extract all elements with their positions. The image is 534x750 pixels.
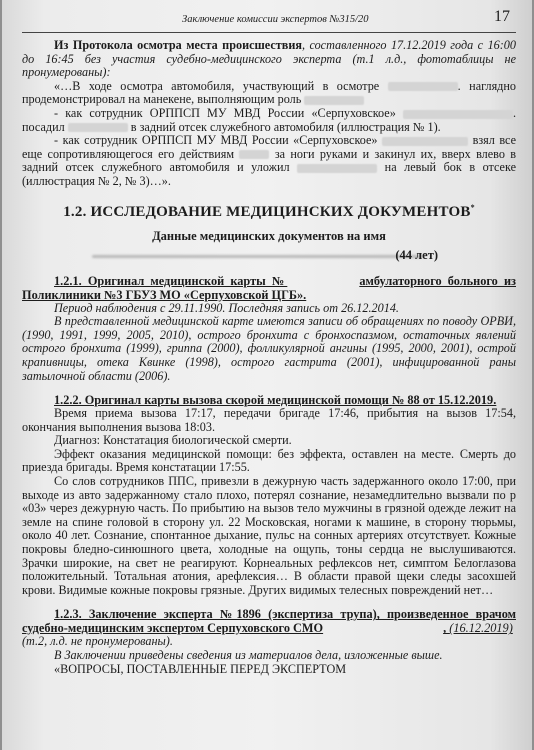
patient-age: (44 лет) — [395, 247, 438, 262]
s123-heading-date: (16.12.2019) — [449, 621, 513, 636]
redaction — [239, 150, 269, 159]
header-rule — [22, 32, 516, 33]
s123-note: (т.2, л.д. не пронумерованы). — [22, 634, 173, 649]
s122-times: Время приема вызова 17:17, передачи бригаде 17:46, прибытия на вызов 17:54, окончания выполнения вызова 18:03. — [22, 406, 516, 434]
s122-effect: Эффект оказания медицинской помощи: без эффекта, оставлен на месте. Смерть до приезда бригады. Время констатации 17:55. — [22, 446, 516, 475]
subsection-123 — [22, 607, 516, 676]
redaction — [403, 110, 513, 119]
data-title: Данные медицинских документов на имя — [152, 228, 386, 243]
patient-name-line — [22, 248, 516, 264]
protocol-p3-mid2: за ноги руками и закинул их, вверх — [274, 146, 471, 161]
s121-period: Период наблюдения с 29.11.1990. Последняя запись от 26.12.2014. — [54, 300, 399, 315]
section-title-text: 1.2. ИССЛЕДОВАНИЕ МЕДИЦИНСКИХ ДОКУМЕНТОВ — [63, 203, 471, 220]
footnote-mark: * — [470, 202, 475, 212]
subsection-121-heading — [22, 274, 516, 302]
protocol-paragraph-2 — [22, 107, 516, 134]
subsection-122 — [22, 393, 516, 597]
header-title: Заключение комиссии экспертов №315/20 — [182, 14, 369, 25]
protocol-p3-line3b: на левый бок в отсеке — [384, 160, 516, 175]
redaction — [297, 164, 377, 173]
s121-heading-b: амбулаторного больного из Поликлиники №3 ГБУЗ МО «Серпуховской ЦГБ». — [22, 273, 516, 302]
redaction — [304, 96, 364, 105]
protocol-p3-end: (иллюстрация № 2, № 3)…». — [22, 173, 171, 188]
protocol-paragraph-3 — [22, 134, 516, 188]
protocol-p2-end: в задний отсек служебного автомобиля (иллюстрация № 1). — [130, 119, 441, 134]
protocol-p3-mid: еще сопротивляющегося его действиям — [22, 146, 235, 161]
redaction — [68, 123, 128, 132]
s123-intro: В Заключении приведены сведения из материалов дела, изложенные выше. — [54, 648, 443, 662]
protocol-lead — [22, 39, 516, 80]
protocol-lead-rest: , составленного 17.12.2019 года с 16:00 до 16:45 без участия судебно-медицинского эксперта (т.1 л.д., фототаблицы не пронумерованы): — [22, 38, 516, 80]
protocol-paragraph-1 — [22, 80, 516, 107]
protocol-p2-tail: . посадил — [22, 105, 516, 134]
redaction — [92, 255, 422, 258]
redaction — [388, 82, 458, 91]
page-number: 17 — [494, 8, 510, 25]
protocol-p1-tail: . наглядно продемонстрировал на манекене, выполняющим роль — [22, 78, 516, 107]
s122-diagnosis: Диагноз: Констатация биологической смерти. — [54, 433, 292, 448]
s121-heading-a: 1.2.1. Оригинал медицинской карты № — [54, 273, 288, 288]
redaction — [382, 137, 468, 146]
subsection-122-heading: 1.2.2. Оригинал карты вызова скорой медицинской помощи № 88 от 15.12.2019. — [54, 393, 497, 408]
s123-questions: «ВОПРОСЫ, ПОСТАВЛЕННЫЕ ПЕРЕД ЭКСПЕРТОМ — [54, 661, 347, 676]
protocol-lead-bold: Из Протокола осмотра места происшествия — [54, 38, 302, 52]
s121-body: В представленной медицинской карте имеются записи об обращениях по поводу ОРВИ, (1990, 1991, 1999, 2005, 2010), острого бронхита с бронхоспазмом, остаточных явлений острого бронхита (1999), гриппа (2000), фолликулярной ангины (1995, 2000, 2001), острой крапивницы, отека Квинке (1998), острого гастрита (2001), инфицированной раны затылочной области (2006). — [22, 314, 516, 383]
protocol-p2-start: - как сотрудник ОРППСП МУ МВД России «Серпуховское» — [54, 105, 396, 120]
protocol-p3-line3a: влево в задний отсек служебного автомобиля и уложил — [22, 146, 517, 175]
protocol-p3-tail: взял все — [472, 133, 517, 148]
subsection-123-heading: 1.2.3. Заключение эксперта №1896 (экспертиза трупа), произведенное врачом судебно-медицинским экспертом Серпуховского СМО , (16.12.2019) — [22, 607, 516, 636]
page-header — [22, 8, 516, 32]
document-page — [2, 0, 532, 750]
protocol-p1-text: «…В ходе осмотра автомобиля, участвующий в осмотре — [54, 78, 380, 93]
section-title — [22, 203, 516, 221]
s122-body: Со слов сотрудников ППС, привезли в дежурную часть задержанного около 17:00, при выходе из авто задержанному стало плохо, потерял сознание, незамедлительно вызвали по р «03» через дежурную часть. По прибытию на вызов тело мужчины в грязной одежде лежит на земле на спине головой в сторону ул. 22 Московская, ногами к машине, в сторону тюрьмы, около 40 лет. Сознание, спонтанное дыхание, пульс на сонных артериях отсутствует. Кожные покровы бледно-синюшного цвета, холодные на ощупь, тоны сердца не выслушиваются. Зрачки широкие, на свет не реагируют. Корнеальных рефлексов нет, симптом Белоглазова положительный. Тотальная атония, арефлексия… В области правой щеки следы засохшей крови. Видимые кожные покровы грязные. Других видимых телесных повреждений нет… — [22, 474, 516, 597]
s123-heading-a: 1.2.3. Заключение эксперта №1896 (экспертиза трупа), произведенное врачом судебно-медицинским экспертом Серпуховского СМО — [22, 607, 516, 636]
subsection-121 — [22, 274, 516, 384]
protocol-p3-start: - как сотрудник ОРППСП МУ МВД России «Серпуховское» — [54, 133, 378, 148]
